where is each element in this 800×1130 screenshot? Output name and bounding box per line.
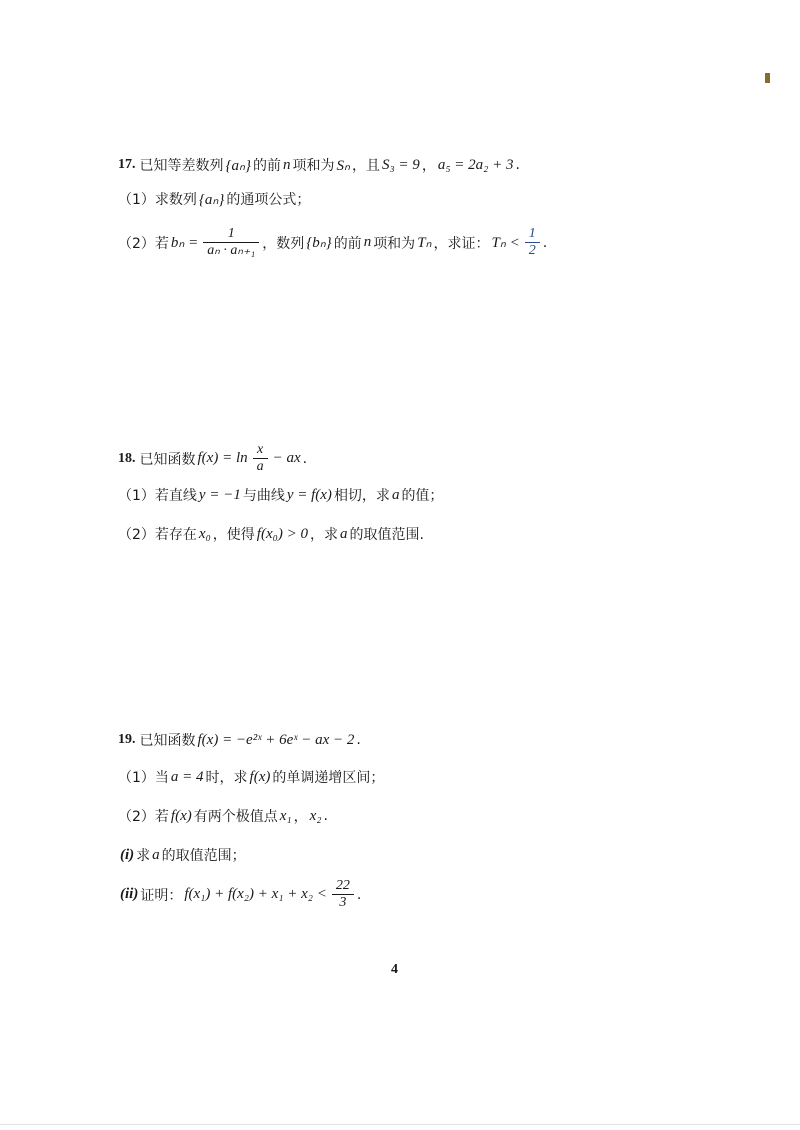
page-number: 4: [391, 962, 398, 977]
problem-18-stem: 18. 已知函数 f(x) = ln $\frac{x}{a}$ − ax .: [118, 442, 308, 474]
fraction: $\frac{22}{3}$: [332, 878, 354, 911]
fraction: $\frac{1}{2}$: [525, 226, 540, 259]
problem-19-sub-i: (i) 求 a 的取值范围；: [120, 846, 246, 864]
problem-number: 17.: [118, 157, 136, 172]
problem-18-part-1: （1） 若直线 y = −1 与曲线 y = f(x) 相切，求 a 的值；: [118, 486, 444, 504]
problem-19-part-2: （2） 若 f(x) 有两个极值点 x₁ ， x₂ .: [118, 807, 328, 825]
problem-number: 19.: [118, 732, 136, 747]
problem-number: 18.: [118, 450, 136, 466]
problem-17-part-2: （2） 若 bₙ = $\frac{1}{\text{aₙ · aₙ₊₁}}$ ，数列 {bₙ} 的前 n 项和为 Tₙ ，求证： Tₙ < $\frac{1}{2}$ .: [118, 226, 548, 258]
fraction: $\frac{x}{a}$: [253, 442, 268, 475]
problem-17-part-1: （1） 求数列 {aₙ} 的通项公式；: [118, 191, 311, 208]
problem-18-part-2: （2） 若存在 x₀ ，使得 f(x₀) > 0 ，求 a 的取值范围.: [118, 525, 424, 543]
fraction: $\frac{1}{\text{aₙ · aₙ₊₁}}$: [203, 226, 259, 259]
problem-19-sub-ii: (ii) 证明： f(x₁) + f(x₂) + x₁ + x₂ < $\frac{22}{3}$ .: [120, 878, 362, 910]
problem-17-stem: 17. 已知等差数列 {aₙ} 的前 n 项和为 Sₙ ，且 S₃ = 9 ， a₅ = 2a₂ + 3 .: [118, 156, 520, 174]
scan-corner-mark: [765, 73, 770, 83]
problem-19-part-1: （1） 当 a = 4 时，求 f(x) 的单调递增区间；: [118, 768, 385, 786]
problem-19-stem: 19. 已知函数 f(x) = −e²ˣ + 6eˣ − ax − 2 .: [118, 731, 361, 749]
bottom-divider: [0, 1124, 800, 1125]
